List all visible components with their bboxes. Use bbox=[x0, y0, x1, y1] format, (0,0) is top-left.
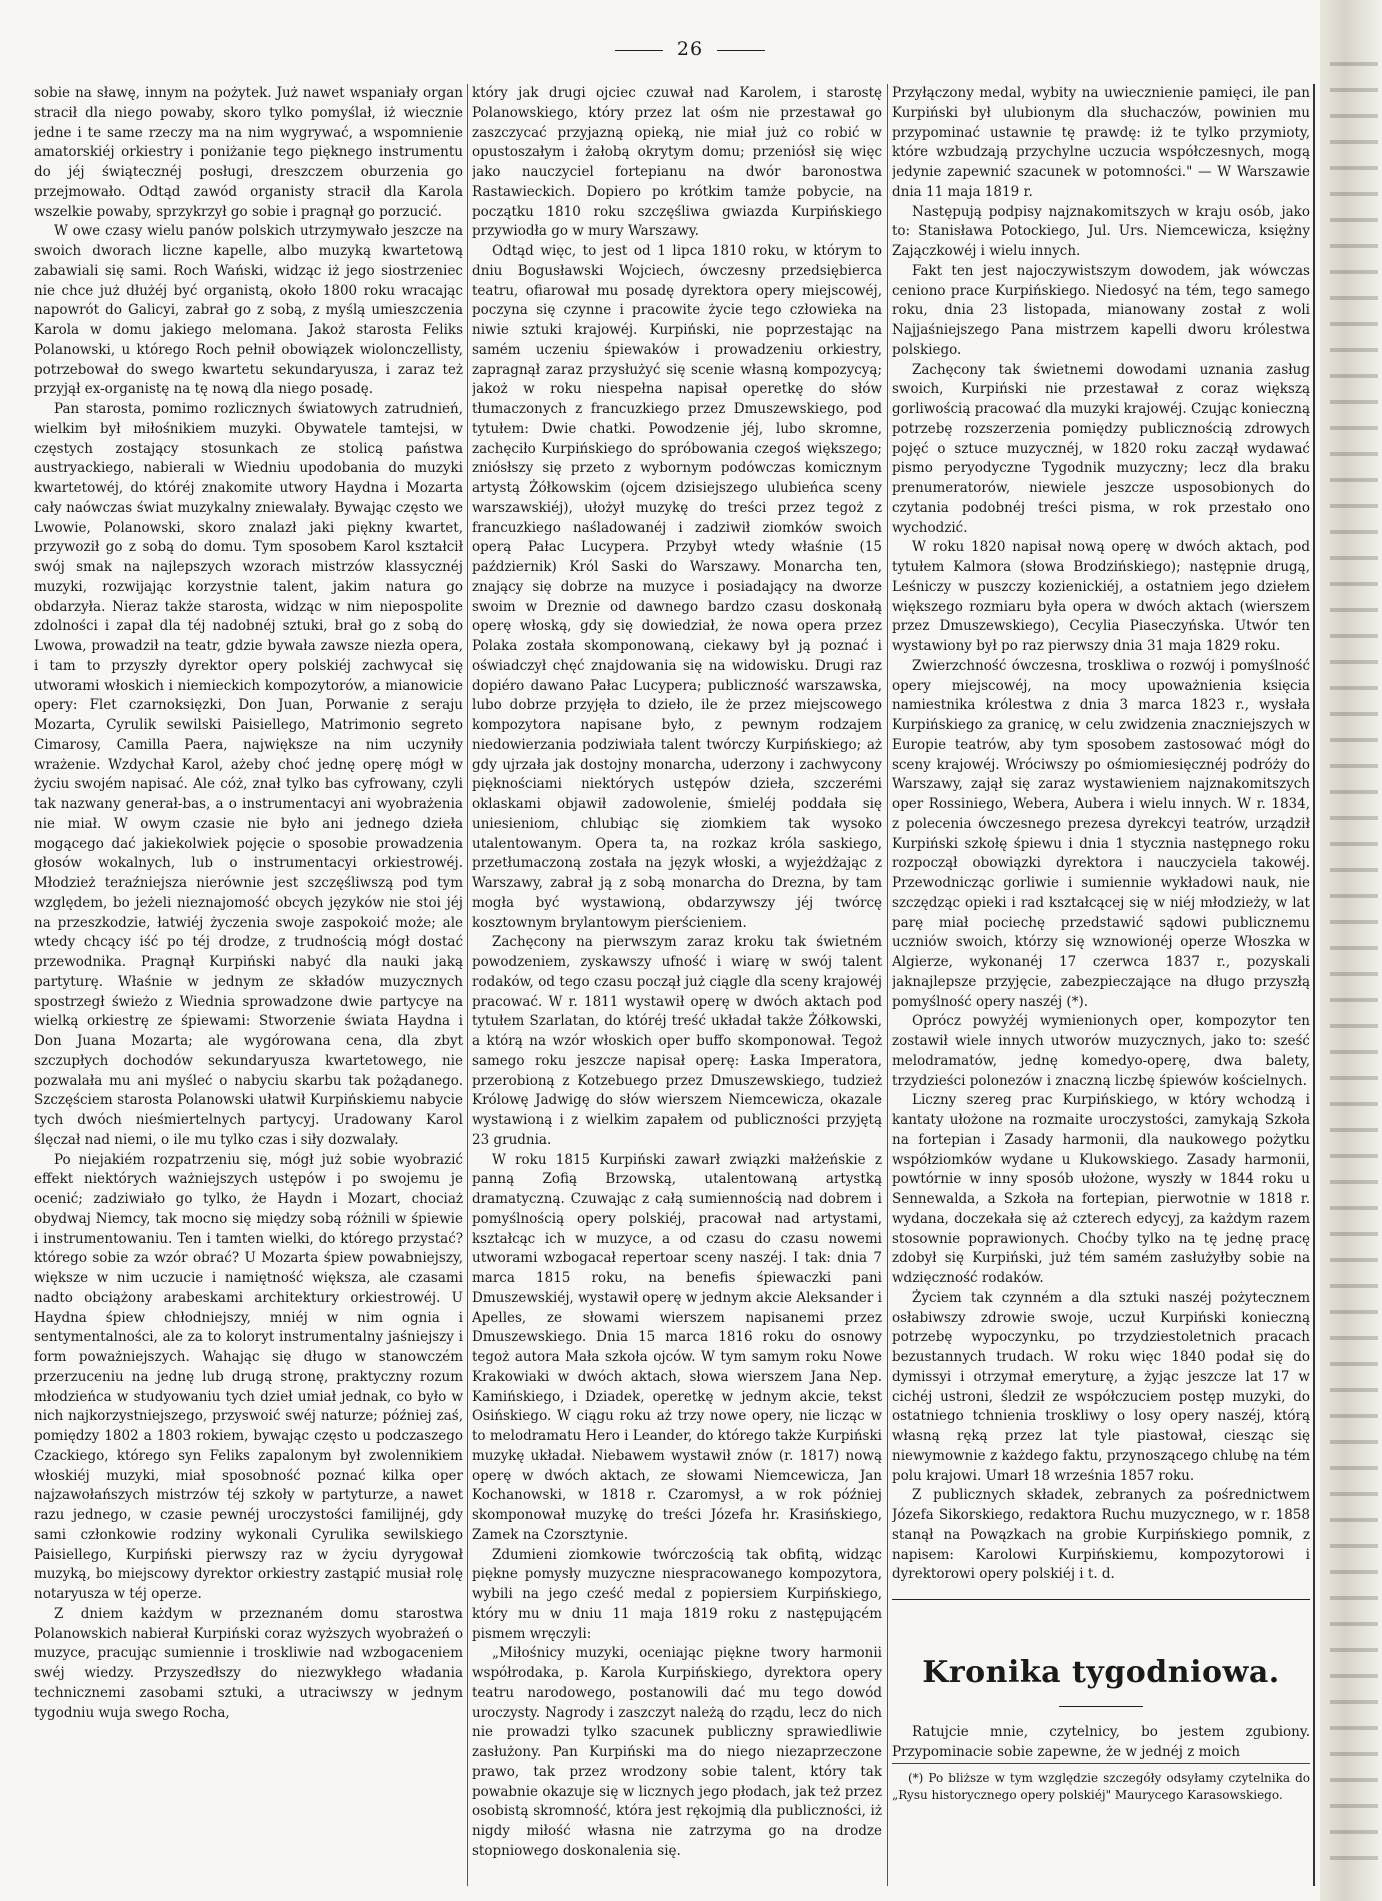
paragraph: Z publicznych składek, zebranych za pośrednictwem Józefa Sikorskiego, redaktora Ruchu muzycznego, w r. 1858 stanął na Powązkach na grobie Kurpińskiego pomnik, z napisem: Karolowi Kurpińskiemu, kompozytorowi i dyrektorowi opery polskiéj i t. d. bbox=[892, 1487, 1310, 1583]
page-header bbox=[30, 38, 1350, 66]
paragraph: Odtąd więc, to jest od 1 lipca 1810 roku, w którym to dniu Bogusławski Wojciech, ówczesny przedsiębierca teatru, ofiarował mu posadę dyrektora opery miejscowéj, poczyna się czynne i pracowite życie tego człowieka na niwie sztuki krajowéj. Kurpiński, nie poprzestając na samém uczeniu śpiewaków i prowadzeniu orkiestry, zapragnął zaraz przysłużyć się scenie własną kompozycyą; jakoż w roku niespełna napisał operetkę do słów tłumaczonych z francuzkiego przez Dmuszewskiego, pod tytułem: Dwie chatki. Powodzenie jéj, lubo skromne, zachęciło Kurpińskiego do spróbowania czegoś większego; zniósłszy się przeto z wybornym podówczas komicznym artystą Żółkowskim (ojcem dzisiejszego ulubieńca sceny warszawskiéj), ułożył muzykę do treści przez tegoż z francuzkiego naśladowanéj i zadziwił ziomków swoich operą Pałac Lucypera. Przybył wtedy właśnie (15 październik) Król Saski do Warszawy. Monarcha ten, znający się dobrze na muzyce i posiadający na dworze swoim w Dreznie od dawnego bardzo czasu doskonałą operę włoską, gdy się dowiedział, że nowa opera przez Polaka została skomponowaną, ciekawy był ją poznać i oświadczył chęć znajdowania się na widowisku. Drugi raz dopiéro dawano Pałac Lucypera; publiczność warszawska, lubo dobrze przyjęła to dzieło, ile że przez miejscowego kompozytora napisane było, z pewnym rodzajem niedowierzania podziwiała talent twórczy Kurpińskiego; aż gdy ujrzała jak dostojny monarcha, uderzony i zachwycony pięknościami niektórych ustępów dzieła, szczerémi oklaskami objawił zadowolenie, śmieléj poddała się uniesieniom, chlubiąc się ziomkiem tak wysoko utalentowanym. Opera ta, na rozkaz króla saskiego, przetłumaczoną została na język włoski, a wyjeżdżając z Warszawy, zabrał ją z sobą monarcha do Drezna, by tam mogła być wystawioną, obdarzywszy jéj twórcę kosztownym brylantowym pierścieniem. bbox=[472, 243, 882, 931]
paragraph: W owe czasy wielu panów polskich utrzymywało jeszcze na swoich dworach liczne kapelle, albo muzyką kwartetową zabawiali się sami. Roch Wański, widząc iż jego siostrzeniec nie chce już dłużéj być organistą, około 1800 roku wracając napowrót do Galicyi, zabrał go z sobą, z myślą umieszczenia Karola w domu jakiego melomana. Jakoż starosta Feliks Polanowski, u którego Roch pełnił obowiązek wiolonczellisty, potrzebował do swego kwartetu sekundaryusza, i zaraz też przyjął ex-organistę na tę nową dla niego posadę. bbox=[34, 223, 463, 398]
header-rule-left bbox=[615, 50, 663, 51]
header-rule-right bbox=[717, 50, 765, 51]
paragraph: W roku 1820 napisał nową operę w dwóch aktach, pod tytułem Kalmora (słowa Brodzińskiego); następnie drugą, Leśniczy w puszczy kozienickiéj, a ostatniem jego dziełem większego rozmiaru była opera w dwóch aktach (wierszem przez Dmuszewskiego), Cecylia Piaseczyńska. Utwór ten wystawiony był po raz pierwszy dnia 31 maja 1829 roku. bbox=[892, 539, 1310, 654]
section-divider bbox=[892, 1599, 1310, 1600]
paragraph: Z dniem każdym w przeznaném domu starostwa Polanowskich nabierał Kurpiński coraz wyższych wyobrażeń o muzyce, pracując sumiennie i troskliwie nad wzbogaceniem swéj wiedzy. Przyszedłszy do niezwykłego władania technicznemi zasobami sztuki, a utraciwszy w jednym tygodniu wuja swego Rocha, bbox=[34, 1605, 463, 1721]
adjacent-page-edge bbox=[1320, 0, 1382, 1901]
paragraph: Zachęcony tak świetnemi dowodami uznania zasług swoich, Kurpiński nie przestawał z coraz większą gorliwością pracować dla muzyki krajowéj. Czując konieczną potrzebę rozszerzenia pomiędzy publicznością zdrowych pojęć o sztuce muzycznéj, w 1820 roku zaczął wydawać pismo peryodyczne Tygodnik muzyczny; lecz dla braku prenumeratorów, niewiele jeszcze usposobionych do czytania podobnéj treści pisma, w rok przestało ono wychodzić. bbox=[892, 361, 1310, 536]
paragraph: Następują podpisy najznakomitszych w kraju osób, jako to: Stanisława Potockiego, Jul. Urs. Niemcewicza, księżny Zajączkowéj i wielu innych. bbox=[892, 203, 1310, 259]
column-left bbox=[34, 84, 463, 1884]
paragraph: Ratujcie mnie, czytelnicy, bo jestem zgubiony. Przypominacie sobie zapewne, że w jednéj z moich bbox=[892, 1724, 1310, 1760]
paragraph: Fakt ten jest najoczywistszym dowodem, jak wówczas ceniono prace Kurpińskiego. Niedosyć na tém, tego samego roku, dnia 23 listopada, mianowany został z woli Najjaśniejszego Pana mistrzem kapelli dworu królestwa polskiego. bbox=[892, 262, 1310, 358]
paragraph: Zachęcony na pierwszym zaraz kroku tak świetném powodzeniem, zyskawszy ufność i wiarę w swój talent rodaków, od tego czasu począł już ciągle dla sceny krajowéj pracować. W r. 1811 wystawił operę w dwóch aktach pod tytułem Szarlatan, do któréj treść układał także Żółkowski, a którą na wzór włoskich oper buffo skomponował. Tegoż samego roku jeszcze napisał operę: Łaska Imperatora, przerobioną z Kotzebuego przez Dmuszewskiego, tudzież Królowę Jadwigę do słów wierszem Niemcewicza, okazale wystawioną i z wielkim zapałem od publiczności przyjętą 23 grudnia. bbox=[472, 934, 882, 1148]
title-rule bbox=[1059, 1706, 1143, 1707]
page-edge-rule bbox=[1313, 84, 1315, 1886]
paragraph: Pan starosta, pomimo rozlicznych światowych zatrudnień, wielkim był miłośnikiem muzyki. Obywatele tamtejsi, w częstych zostający stosunkach ze stolicą państwa austryackiego, nabierali w Wiedniu upodobania do muzyki kwartetowéj, do któréj znakomite utwory Haydna i Mozarta cały naówczas świat muzykalny zniewalały. Bywając często we Lwowie, Polanowski, skoro znalazł jaki piękny kwartet, przywoził go z sobą do domu. Tym sposobem Karol kształcił swój smak na najlepszych wzorach mistrzów klassycznéj muzyki, rozwijając korzystnie talent, jakim natura go obdarzyła. Nieraz także starosta, widząc w nim niepospolite zdolności i zapał dla téj nadobnéj sztuki, brał go z sobą do Lwowa, prowadził na teatr, gdzie bywała zawsze niezła opera, i tam to przyszły dyrektor opery polskiéj zachwycał się utworami włoskich i niemieckich kompozytorów, a mianowicie opery: Flet czarnoksięzki, Don Juan, Porwanie z seraju Mozarta, Cyrulik sewilski Paisiellego, Matrimonio segreto Cimarosy, Camilla Paera, największe na nim uczyniły wrażenie. Wzdychał Karol, ażeby choć jednę operę mógł w życiu swojém napisać. Ale cóż, znał tylko bas cyfrowany, czyli tak nazwany generał-bas, a o instrumentacyi ani wyobrażenia nie miał. W owym czasie nie było ani jednego dzieła mogącego dać jakiekolwiek pojęcie o sposobie prowadzenia głosów wokalnych, lub o instrumentacyi orkiestrowéj. Młodzież teraźniejsza nierównie jest szczęśliwszą pod tym względem, bo jeżeli nieznajomość obcych języków nie stoi jéj na przeszkodzie, łatwiéj życzenia swoje zaspokoić może; ale wtedy chcący iść po téj drodze, z trudnością mógł dostać przewodnika. Pragnął Kurpiński nabyć dla nauki jaką partyturę. Właśnie w jednym ze składów muzycznych spostrzegł świeżo z Wiednia sprowadzone dwie partycye na wielką orkiestrę ze śpiewami: Stworzenie świata Haydna i Don Juana Mozarta; ale wygórowana cena, dla zbyt szczupłych dochodów sekundaryusza kwartetowego, nie pozwalała mu ani myśleć o nabyciu skarbu tak pożądanego. Szczęściem starosta Polanowski ułatwił Kurpińskiemu nabycie tych dwóch nieśmiertelnych partycyj. Uradowany Karol ślęczał nad niemi, o ile mu tylko czas i siły dozwalały. bbox=[34, 401, 463, 1148]
paragraph: sobie na sławę, innym na pożytek. Już nawet wspaniały organ stracił dla niego powaby, skoro tylko pomyślał, iż wiecznie jedne i te same rzeczy ma na nim wygrywać, a wspomnienie amatorskiéj orkiestry i poniżanie tego pięknego instrumentu do jéj świątecznéj posługi, dreszczem oburzenia go przejmowało. Odtąd zawód organisty stracił dla Karola wszelkie powaby, sprzykrzył go sobie i pragnął go porzucić. bbox=[34, 85, 463, 220]
paragraph: Po niejakiém rozpatrzeniu się, mógł już sobie wyobrazić effekt niektórych ważniejszych ustępów i po swojemu je ocenić; zadziwiało go tylko, że Haydn i Mozart, chociaż obydwaj Niemcy, tak mocno się między sobą różnili w śpiewie i instrumentowaniu. Ten i tamten wielki, do którego przystać? którego sobie za wzór obrać? U Mozarta śpiew powabniejszy, większe w nim uczucie i namiętność większa, ale czasami nadto obciążony arabeskami architektury orkiestrowéj. U Haydna śpiew chłodniejszy, mniéj w nim ognia i sentymentalności, ale za to koloryt instrumentalny jaśniejszy i form poważniejszych. Wahając się długo w stanowczém przerzuceniu na jednę lub drugą stronę, praktyczny rozum młodzieńca w studyowaniu tych dzieł umiał jednak, co było w nich najkorzystniejszego, przyswoić swéj naturze; później zaś, pomiędzy 1802 a 1803 rokiem, bywając często u podczaszego Czackiego, którego syn Feliks zapalonym był zwolennikiem włoskiéj muzyki, miał sposobność poznać kilka oper najzawołańszych mistrzów téj szkoły w partyturze, a nawet razu jednego, w czasie pewnéj uroczystości familijnéj, gdy sami członkowie rodziny wykonali Cyrulika sewilskiego Paisiellego, Kurpiński pierwszy raz w życiu dyrygował muzyką, bo miejscowy dyrektor orkiestry zastąpić musiał rolę notaryusza w téj operze. bbox=[34, 1151, 463, 1602]
paragraph: Zwierzchność ówczesna, troskliwa o rozwój i pomyślność opery miejscowéj, na mocy upoważnienia księcia namiestnika królestwa z dnia 3 marca 1823 r., wysłała Kurpińskiego za granicę, w celu zwidzenia znaczniejszych w Europie teatrów, aby tym sposobem zastosować mógł do sceny krajowéj. Wróciwszy po ośmiomiesięcznéj podróży do Warszawy, zajął się zaraz wystawieniem najznakomitszych oper Rossiniego, Webera, Aubera i wielu innych. W r. 1834, z polecenia ówczesnego prezesa dyrekcyi teatrów, urządził Kurpiński szkołę śpiewu i dnia 1 stycznia następnego roku rozpoczął obowiązki dyrektora i nauczyciela takowéj. Przewodnicząc gorliwie i sumiennie wykładowi nauk, nie szczędząc opieki i rad kształcącej się w niéj młodzieży, w lat parę miał pociechę przedstawić sądowi publicznemu uczniów swoich, którzy się wznowionéj operze Włoszka w Algierze, wykonanéj 17 czerwca 1837 r., pozyskali jaknajlepsze przyjęcie, zabezpieczające na długo przyszłą pomyślność opery naszéj (*). bbox=[892, 657, 1310, 1010]
paragraph: Liczny szereg prac Kurpińskiego, w który wchodzą i kantaty ułożone na rozmaite uroczystości, zamykają Szkoła na fortepian i Zasady harmonii, dla naukowego pożytku współziomków wydane u Klukowskiego. Zasady harmonii, powtórnie w inny sposób ułożone, wyszły w 1844 roku u Sennewalda, a Szkoła na fortepian, pierwotnie w 1818 r. wydana, doczekała się aż czterech edycyj, za każdym razem stosownie poprawionych. Choćby tylko na tę jednę pracę zdobył się Kurpiński, już tém samém zasłużyłby sobie na wdzięczność rodaków. bbox=[892, 1092, 1310, 1286]
adjacent-page-text-marks bbox=[1330, 40, 1378, 1861]
paragraph: Życiem tak czynném a dla sztuki naszéj pożytecznem osłabiwszy zdrowie swoje, uczuł Kurpiński konieczną potrzebę wypoczynku, po trzydziestoletnich pracach bezustannych trudach. W roku więc 1840 podał się do dymissyi i otrzymał emeryturę, a żyjąc jeszcze lat 17 w cichéj ustroni, śledził ze współczuciem postęp muzyki, do ostatniego tchnienia troskliwy o losy opery naszéj, którą własną ręką przez lat tyle piastował, ciesząc się niewymownie z każdego faktu, przynoszącego chlubę na tém polu krajowi. Umarł 18 września 1857 roku. bbox=[892, 1289, 1310, 1484]
paragraph: Przyłączony medal, wybity na uwiecznienie pamięci, ile pan Kurpiński był ulubionym dla słuchaczów, powinien mu przypominać ustawnie tę prawdę: iż te tylko przymioty, które wzbudzają przychylne uczucia współczesnych, mogą jedynie zapewnić szacunek w potomności." — W Warszawie dnia 11 maja 1819 r. bbox=[892, 85, 1310, 200]
paragraph: Oprócz powyżéj wymienionych oper, kompozytor ten zostawił wiele innych utworów muzycznych, jako to: sześć melodramatów, jednę komedyo-operę, dwa balety, trzydzieści polonezów i znaczną liczbę śpiewów kościelnych. bbox=[892, 1013, 1310, 1089]
column-rule bbox=[467, 84, 468, 1886]
column-middle bbox=[472, 84, 882, 1884]
section-title: Kronika tygodniowa. bbox=[922, 1655, 1280, 1690]
paragraph: który jak drugi ojciec czuwał nad Karolem, i starostę Polanowskiego, który przez lat ośm nie przestawał go zaszczycać przyjazną opieką, nie miał już co robić w opustoszałym i żałobą okrytym domu; przeniósł się więc jako nauczyciel fortepianu na dwór baronostwa Rastawieckich. Dopiero po krótkim tamże pobycie, na początku 1810 roku szczęśliwa gwiazda Kurpińskiego przywiodła go w mury Warszawy. bbox=[472, 85, 882, 240]
column-right bbox=[892, 84, 1310, 1884]
page-number: 26 bbox=[676, 38, 704, 60]
paragraph: Zdumieni ziomkowie twórczością tak obfitą, widząc piękne pomysły muzyczne niespracowanego kompozytora, wybili na jego cześć medal z popiersiem Kurpińskiego, który mu w dniu 11 maja 1819 roku z następującém pismem wręczyli: bbox=[472, 1546, 882, 1642]
paragraph: W roku 1815 Kurpiński zawarł związki małżeńskie z panną Zofią Brzowską, utalentowaną artystką dramatyczną. Czuwając z całą sumiennością nad dobrem i pomyślnością opery polskiéj, pracował nad artystami, kształcąc ich w muzyce, a od czasu do czasu nowemi utworami wzbogacał repertoar sceny naszéj. I tak: dnia 7 marca 1815 roku, na benefis śpiewaczki pani Dmuszewskiéj, wystawił operę w jednym akcie Aleksander i Apelles, ze słowami wierszem napisanemi przez Dmuszewskiego. Dnia 15 marca 1816 roku do osnowy tegoż autora Mała szkoła ojców. W tym samym roku Nowe Krakowiaki w dwóch aktach, słowa wierszem Jana Nep. Kamińskiego, i Dziadek, operetkę w jednym akcie, tekst Osińskiego. W ciągu roku aż trzy nowe opery, nie licząc w to melodramatu Hero i Leander, do którego także Kurpiński muzykę układał. Niebawem wystawił znów (r. 1817) nową operę w dwóch aktach, ze słowami Niemcewicza, Jan Kochanowski, w 1818 r. Czaromysł, a w rok później skomponował muzykę do treści Józefa hr. Krasińskiego, Zamek na Czorsztynie. bbox=[472, 1151, 882, 1543]
column-rule bbox=[887, 84, 888, 1886]
footnote: (*) Po bliższe w tym względzie szczegóły odsyłamy czytelnika do „Rysu historycznego opery polskiéj" Maurycego Karasowskiego. bbox=[892, 1763, 1310, 1804]
paragraph: „Miłośnicy muzyki, oceniając piękne twory harmonii współrodaka, p. Karola Kurpińskiego, dyrektora opery teatru narodowego, postanowili dać mu tego dowód uroczysty. Nagrody i zaszczyt należą do rządu, lecz do nich nie prowadzi tylko szacunek publiczny sprawiedliwie zasłużony. Pan Kurpiński ma do niego niezaprzeczone prawo, tak przez wrodzony sobie talent, który tak powabnie okazuje się w licznych jego płodach, jak też przez osobistą skromność, która jest rękojmią dla publiczności, iż nigdy miłość własna nie zatrzyma go na drodze stopniowego doskonalenia się. bbox=[472, 1645, 882, 1859]
